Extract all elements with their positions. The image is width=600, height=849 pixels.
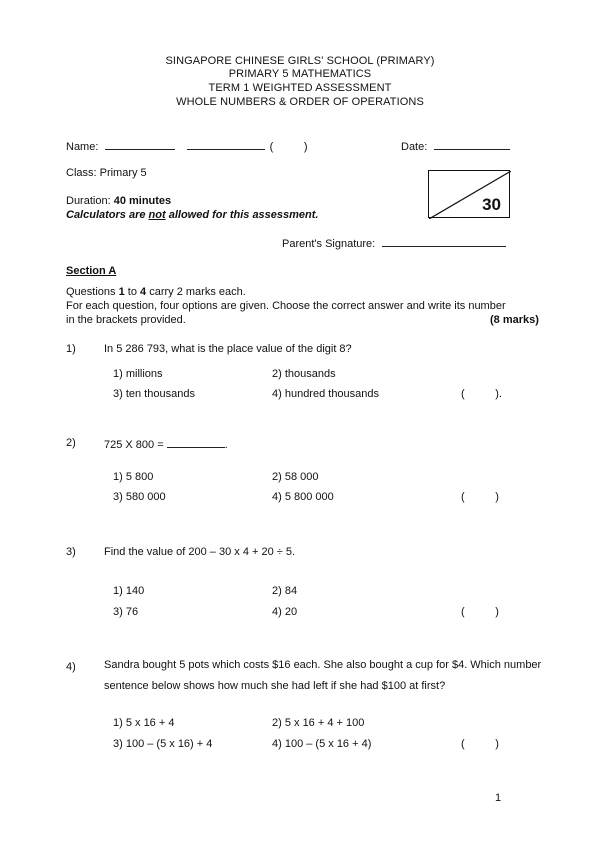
question-4-option-3: 3) 100 – (5 x 16) + 4 [113, 738, 213, 750]
question-1-option-1: 1) millions [113, 368, 163, 380]
section-instruction-3: in the brackets provided. [66, 314, 186, 326]
question-2-answer-bracket[interactable]: ( ) [461, 491, 499, 503]
name-blank-1[interactable] [105, 139, 175, 150]
question-2-option-2: 2) 58 000 [272, 471, 319, 483]
duration-value: 40 minutes [113, 195, 172, 207]
score-box [428, 170, 510, 218]
question-1-option-4: 4) hundred thousands [272, 388, 380, 400]
section-instruction-2: For each question, four options are given. Choose the correct answer and write its number [66, 300, 506, 312]
question-4-option-1: 1) 5 x 16 + 4 [113, 717, 175, 729]
question-4-answer-bracket[interactable]: ( ) [461, 738, 499, 750]
calc-pre: Calculators are [66, 209, 149, 221]
question-2-option-4: 4) 5 800 000 [272, 491, 334, 503]
instr-pre: Questions [66, 286, 119, 298]
question-3-text: Find the value of 200 – 30 x 4 + 20 ÷ 5. [104, 546, 296, 558]
section-title: Section A [66, 265, 117, 277]
question-1-answer-bracket[interactable]: ( ). [461, 388, 502, 400]
question-4-option-4: 4) 100 – (5 x 16 + 4) [272, 738, 372, 750]
question-3-number: 3) [66, 546, 76, 558]
calc-post: allowed for this assessment. [165, 209, 319, 221]
question-2-row: 725 X 800 = . [104, 439, 228, 451]
question-1-option-3: 3) ten thousands [113, 388, 195, 400]
date-label: Date: [401, 141, 428, 153]
question-3-option-3: 3) 76 [113, 606, 139, 618]
name-row [66, 139, 307, 153]
calc-not: not [148, 209, 166, 221]
question-2-number: 2) [66, 437, 76, 449]
date-row [401, 139, 510, 153]
parent-signature-blank[interactable] [382, 236, 506, 247]
question-1-number: 1) [66, 343, 76, 355]
question-3-answer-bracket[interactable]: ( ) [461, 606, 499, 618]
subject-title: PRIMARY 5 MATHEMATICS [228, 68, 372, 80]
page-number: 1 [495, 792, 502, 804]
instr-q4: 4 [140, 286, 147, 298]
name-blank-2[interactable] [187, 139, 265, 150]
question-3-option-2: 2) 84 [272, 585, 298, 597]
total-marks: 30 [482, 195, 501, 214]
duration-row [66, 195, 171, 207]
section-instruction-1 [66, 286, 246, 298]
question-2-text: 725 X 800 = [104, 439, 167, 451]
instr-post: carry 2 marks each. [146, 286, 246, 298]
assessment-title: TERM 1 WEIGHTED ASSESSMENT [208, 82, 392, 94]
duration-label: Duration: [66, 195, 114, 207]
section-marks: (8 marks) [490, 314, 539, 326]
date-blank[interactable] [434, 139, 510, 150]
question-4-text: Sandra bought 5 pots which costs $16 each. She also bought a cup for $4. Which number sentence below shows how much she had left if she had $100 at first? [104, 659, 542, 692]
topic-title: WHOLE NUMBERS & ORDER OF OPERATIONS [176, 96, 424, 108]
instr-to: to [124, 286, 141, 298]
class-label: Class: Primary 5 [66, 167, 147, 179]
question-4-number: 4) [66, 661, 76, 673]
question-2-option-3: 3) 580 000 [113, 491, 166, 503]
name-label: Name: [66, 141, 99, 153]
instr-q1: 1 [118, 286, 125, 298]
school-name: SINGAPORE CHINESE GIRLS' SCHOOL (PRIMARY) [165, 55, 435, 67]
parent-signature-label: Parent's Signature: [282, 238, 376, 250]
question-1-option-2: 2) thousands [272, 368, 336, 380]
question-3-option-4: 4) 20 [272, 606, 298, 618]
question-2-answer-blank[interactable] [167, 437, 225, 448]
question-2-option-1: 1) 5 800 [113, 471, 154, 483]
parent-signature-row [282, 236, 506, 250]
question-4-option-2: 2) 5 x 16 + 4 + 100 [272, 717, 365, 729]
register-number-brackets: ( ) [269, 141, 308, 153]
calculator-notice [66, 209, 319, 221]
question-3-option-1: 1) 140 [113, 585, 145, 597]
question-1-text: In 5 286 793, what is the place value of the digit 8? [104, 343, 352, 355]
